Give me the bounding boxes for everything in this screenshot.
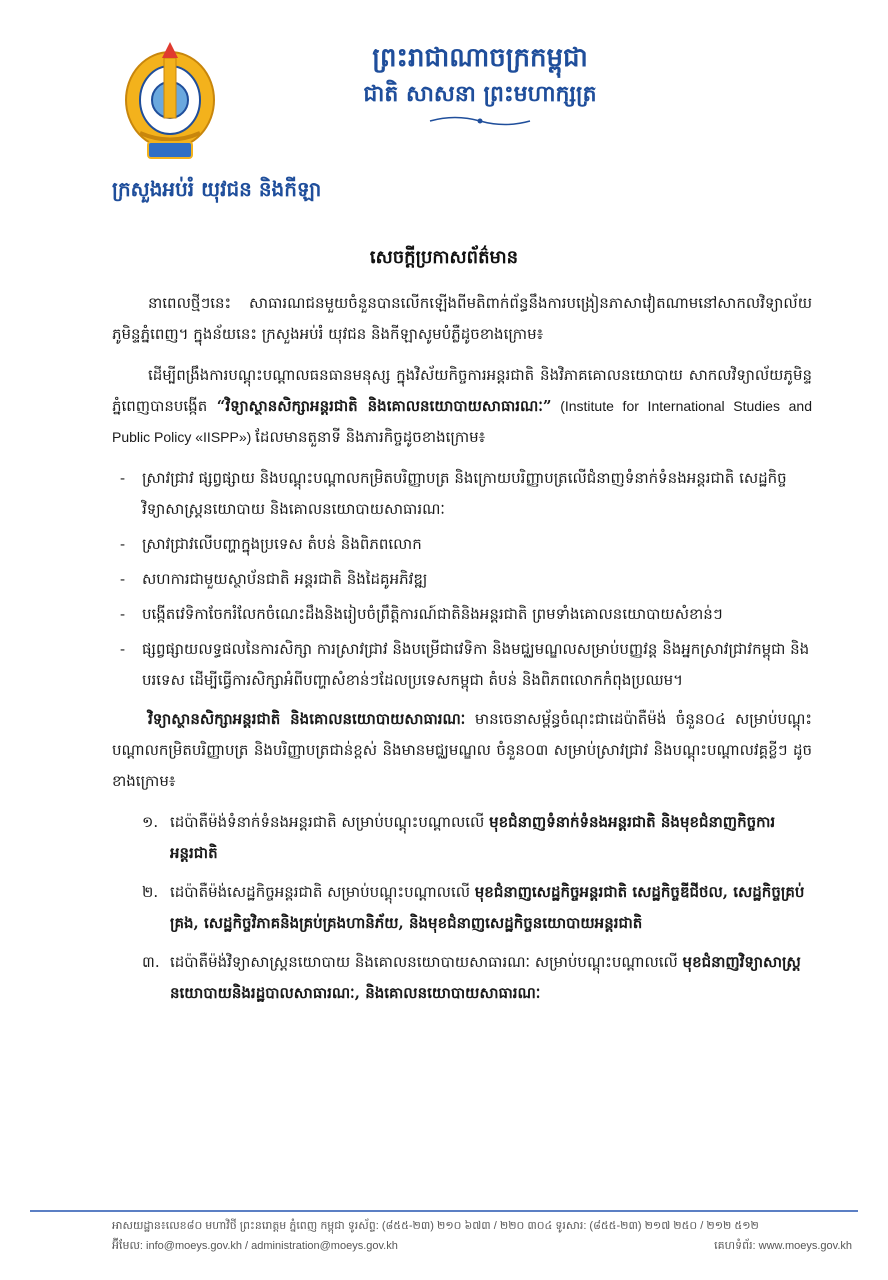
- list-item-text: ស្រាវជ្រាវលើបញ្ហាក្នុងប្រទេស តំបន់ និងពិភពលោក: [142, 535, 422, 553]
- list-item: [112, 564, 812, 595]
- footer-contact-row: [112, 1236, 852, 1256]
- list-item-text: ផ្សព្វផ្សាយលទ្ធផលនៃការសិក្សា ការស្រាវជ្រាវ និងបម្រើជាវេទិកា និងមជ្ឈមណ្ឌលសម្រាប់បញ្ញវន្ត និងអ្នកស្រាវជ្រាវកម្ពុជា និងបរទេស ដើម្បីធ្វើការសិក្សាអំពីបញ្ហាសំខាន់ៗដែលប្រទេសកម្ពុជា តំបន់ និងពិភពលោកកំពុងប្រឈម។: [142, 640, 810, 689]
- paragraph-establishment: [112, 360, 812, 453]
- department-item: [142, 807, 812, 869]
- item-number: ៣.: [142, 953, 160, 971]
- paragraph-structure: [112, 704, 812, 797]
- department-item: [142, 877, 812, 939]
- list-item: [112, 463, 812, 525]
- department-majors: មុខជំនាញទំនាក់ទំនងអន្តរជាតិ និងមុខជំនាញកិច្ចការ អន្តរជាតិ: [170, 813, 776, 862]
- dash-bullet: -: [120, 469, 126, 487]
- list-item-text: សហការជាមួយស្ថាប័នជាតិ អន្តរជាតិ និងដៃគូអភិវឌ្ឍ: [142, 570, 428, 588]
- ministry-emblem-icon: [120, 38, 220, 168]
- ornament-divider-icon: [425, 114, 535, 128]
- kingdom-title: ព្រះរាជាណាចក្រកម្ពុជា: [372, 43, 588, 73]
- paragraph-text: មានចេនាសម្ព័ន្ធចំណុះជាដេប៉ាតឺម៉ង់ ចំនួន០៤ សម្រាប់បណ្តុះបណ្តាលកម្រិតបរិញ្ញាបត្រ និងបរិញ្ញាបត្រជាន់ខ្ពស់ និងមានមជ្ឈមណ្ឌល ចំនួន០៣ សម្រាប់ស្រាវជ្រាវ និងបណ្តុះបណ្តាលវគ្គខ្លីៗ ដូចខាងក្រោម៖: [112, 710, 812, 790]
- duties-list: [112, 463, 812, 696]
- list-item: [112, 529, 812, 560]
- institute-english-name: (Institute for International Studies and Public Policy «IISPP»): [112, 398, 812, 445]
- dash-bullet: -: [120, 570, 126, 588]
- dash-bullet: -: [120, 640, 126, 658]
- dash-bullet: -: [120, 605, 126, 623]
- kingdom-motto: ជាតិ សាសនា ព្រះមហាក្សត្រ: [363, 81, 597, 107]
- department-text: ដេប៉ាតឺម៉ង់សេដ្ឋកិច្ចអន្តរជាតិ សម្រាប់បណ្តុះបណ្តាលលើ: [170, 883, 475, 901]
- department-text: ដេប៉ាតឺម៉ង់វិទ្យាសាស្ត្រនយោបាយ និងគោលនយោបាយសាធារណៈ សម្រាប់បណ្តុះបណ្តាលលើ: [170, 953, 683, 971]
- paragraph-text: ដើម្បីពង្រឹងការបណ្តុះបណ្តាលធនធានមនុស្ស ក្នុងវិស័យកិច្ចការអន្តរជាតិ និងវិភាគគោលនយោបាយ សាកលវិទ្យាល័យភូមិន្ទភ្នំពេញបានបង្កើត: [112, 366, 812, 415]
- department-item: [142, 947, 812, 1009]
- paragraph-text: ដែលមានតួនាទី និងភារកិច្ចដូចខាងក្រោម៖: [255, 428, 486, 446]
- footer-website[interactable]: គេហទំព័រ: www.moeys.gov.kh: [714, 1240, 852, 1252]
- list-item: [112, 599, 812, 630]
- document-title: សេចក្តីប្រកាសព័ត៌មាន: [369, 247, 519, 268]
- departments-list: [142, 807, 812, 1009]
- item-number: ២.: [142, 883, 159, 901]
- list-item-text: ស្រាវជ្រាវ ផ្សព្វផ្សាយ និងបណ្តុះបណ្តាលកម្រិតបរិញ្ញាបត្រ និងក្រោយបរិញ្ញាបត្រលើជំនាញទំនាក់ទំនងអន្តរជាតិ សេដ្ឋកិច្ច វិទ្យាសាស្ត្រនយោបាយ និងគោលនយោបាយសាធារណៈ: [142, 469, 787, 518]
- department-majors: មុខជំនាញសេដ្ឋកិច្ចអន្តរជាតិ សេដ្ឋកិច្ចឌីជីថល, សេដ្ឋកិច្ចគ្រប់គ្រង, សេដ្ឋកិច្ចវិភាគនិងគ្រប់គ្រងហានិភ័យ, និងមុខជំនាញសេដ្ឋកិច្ចនយោបាយអន្តរជាតិ: [170, 883, 805, 932]
- institute-name-bold: វិទ្យាស្ថានសិក្សាអន្តរជាតិ និងគោលនយោបាយសាធារណៈ: [148, 710, 466, 728]
- ministry-name: ក្រសួងអប់រំ យុវជន និងកីឡា: [112, 177, 322, 201]
- paragraph-intro: នាពេលថ្មីៗនេះ សាធារណជនមួយចំនួនបានលើកឡើងពីមតិពាក់ព័ន្ធនឹងការបង្រៀនភាសាវៀតណាមនៅសាកលវិទ្យាល័យភូមិន្ទភ្នំពេញ។ ក្នុងន័យនេះ ក្រសួងអប់រំ យុវជន និងកីឡាសូមបំភ្លឺដូចខាងក្រោម៖: [112, 294, 812, 343]
- footer-email[interactable]: អ៊ីមែល: info@moeys.gov.kh / administration@moeys.gov.kh: [112, 1240, 398, 1252]
- footer-divider: [30, 1210, 858, 1212]
- department-majors: មុខជំនាញវិទ្យាសាស្ត្រនយោបាយនិងរដ្ឋបាលសាធារណៈ, និងគោលនយោបាយសាធារណៈ: [170, 953, 801, 1002]
- document-body: [112, 288, 812, 1017]
- institute-name-bold: “វិទ្យាស្ថានសិក្សាអន្តរជាតិ និងគោលនយោបាយសាធារណៈ”: [216, 397, 552, 415]
- department-text: ដេប៉ាតឺម៉ង់ទំនាក់ទំនងអន្តរជាតិ សម្រាប់បណ្តុះបណ្តាលលើ: [170, 813, 490, 831]
- item-number: ១.: [142, 813, 159, 831]
- list-item: [112, 634, 812, 696]
- dash-bullet: -: [120, 535, 126, 553]
- kingdom-header: [330, 40, 630, 128]
- list-item-text: បង្កើតវេទិកាចែករំលែកចំណេះដឹងនិងរៀបចំព្រឹត្តិការណ៍ជាតិនិងអន្តរជាតិ ព្រមទាំងគោលនយោបាយសំខាន់ៗ: [142, 605, 723, 623]
- footer-address: អាសយដ្ឋាន៖លេខ៨០ មហាវិថី ព្រះនរោត្តម ភ្នំពេញ កម្ពុជា ទូរស័ព្ទ: (៨៥៥-២៣) ២១០ ៦៧៣ / ២២០ ៣០៤ ទូរសារ: (៨៥៥-២៣) ២១៧ ២៥០ / ២១២ ៥១២: [112, 1220, 759, 1232]
- footer: [112, 1216, 852, 1256]
